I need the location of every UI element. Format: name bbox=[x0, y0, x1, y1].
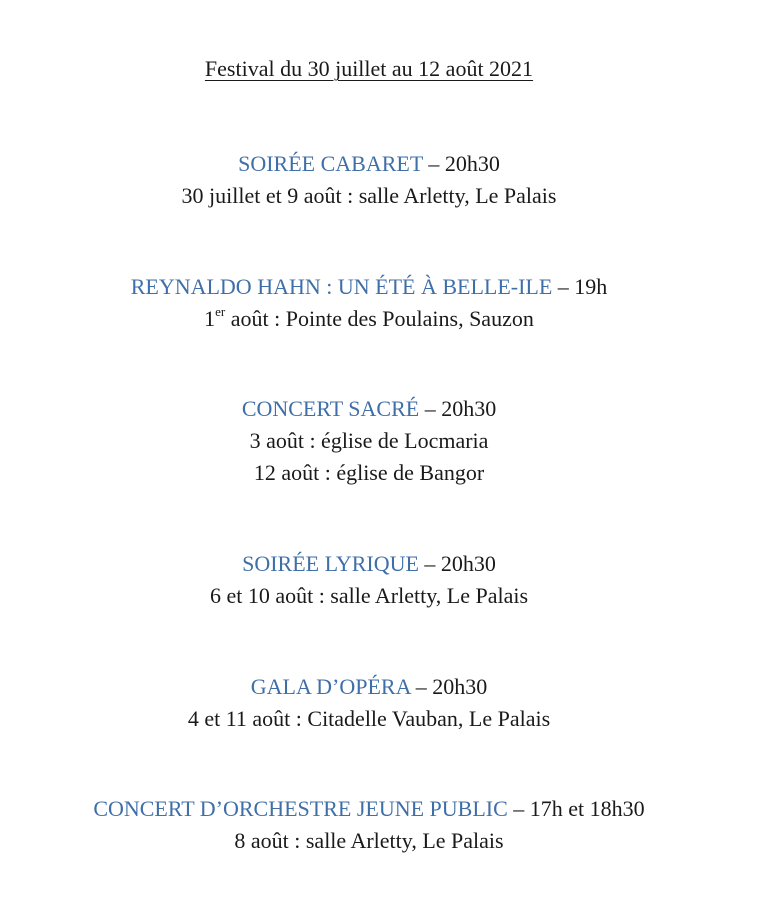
event-gala-opera bbox=[0, 671, 738, 735]
event-heading bbox=[0, 393, 738, 425]
event-heading bbox=[0, 148, 738, 180]
event-reynaldo-hahn bbox=[0, 271, 738, 335]
date-number: 1 bbox=[204, 306, 216, 331]
event-soiree-cabaret bbox=[0, 148, 738, 212]
event-name: CONCERT D’ORCHESTRE JEUNE PUBLIC bbox=[93, 796, 508, 821]
event-date-venue: 3 août : église de Locmaria bbox=[249, 428, 489, 453]
event-heading bbox=[0, 793, 738, 825]
event-soiree-lyrique bbox=[0, 548, 738, 612]
event-heading bbox=[0, 548, 738, 580]
event-heading bbox=[0, 271, 738, 303]
event-date-venue: 30 juillet et 9 août : salle Arletty, Le Palais bbox=[181, 183, 557, 208]
event-concert-orchestre bbox=[0, 793, 738, 857]
event-dash: – bbox=[419, 396, 442, 421]
event-dash: – bbox=[507, 796, 530, 821]
ordinal-suffix: er bbox=[215, 303, 226, 319]
event-date-venue: 6 et 10 août : salle Arletty, Le Palais bbox=[209, 583, 529, 608]
event-name: SOIRÉE LYRIQUE bbox=[242, 551, 419, 576]
event-name: REYNALDO HAHN : UN ÉTÉ À BELLE-ILE bbox=[130, 274, 553, 299]
date-venue-text: août : Pointe des Poulains, Sauzon bbox=[225, 306, 534, 331]
event-time: 20h30 bbox=[441, 396, 497, 421]
event-time: 20h30 bbox=[432, 674, 488, 699]
event-dash: – bbox=[422, 151, 445, 176]
event-date-venue bbox=[0, 303, 738, 335]
event-name: GALA D’OPÉRA bbox=[250, 674, 411, 699]
event-time: 19h bbox=[574, 274, 608, 299]
event-time: 17h et 18h30 bbox=[529, 796, 645, 821]
event-dash: – bbox=[410, 674, 433, 699]
event-name: CONCERT SACRÉ bbox=[241, 396, 420, 421]
festival-title: Festival du 30 juillet au 12 août 2021 bbox=[204, 56, 534, 81]
event-name: SOIRÉE CABARET bbox=[238, 151, 423, 176]
event-date-venue: 12 août : église de Bangor bbox=[253, 460, 485, 485]
event-dash: – bbox=[552, 274, 575, 299]
event-time: 20h30 bbox=[440, 551, 496, 576]
event-date-venue: 8 août : salle Arletty, Le Palais bbox=[234, 828, 504, 853]
event-heading bbox=[0, 671, 738, 703]
event-dash: – bbox=[418, 551, 441, 576]
event-concert-sacre bbox=[0, 393, 738, 489]
event-date-venue: 4 et 11 août : Citadelle Vauban, Le Palais bbox=[187, 706, 551, 731]
event-time: 20h30 bbox=[444, 151, 500, 176]
